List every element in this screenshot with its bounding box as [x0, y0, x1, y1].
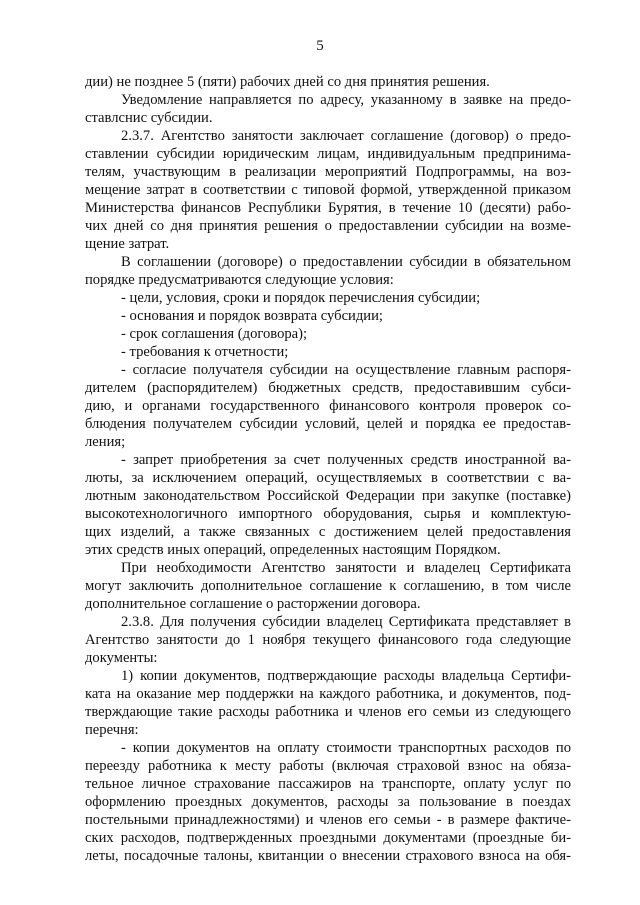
- text-line: оформлению проездных документов, расходы за пользование в поездах: [85, 794, 571, 810]
- text-line: перечня:: [85, 722, 139, 738]
- text-line: телям, участвующим в реализации мероприятий Подпрограммы, на воз-: [85, 164, 571, 180]
- text-line: дию, и органами государственного финансового контроля проверок со-: [85, 398, 571, 414]
- text-line: ских расходов, подтвержденных проездными документами (проездные би-: [85, 830, 571, 846]
- text-line: люты, за исключением операций, осуществляемых в соответствии с ва-: [85, 470, 571, 486]
- text-line: документы:: [85, 650, 158, 666]
- text-line: переезду работника к месту работы (включая страховой взнос на обяза-: [85, 758, 571, 774]
- document-body: [85, 73, 571, 865]
- text-line: тверждающие такие расходы работника и членов его семьи из следующего: [85, 704, 571, 720]
- text-line: 2.3.8. Для получения субсидии владелец Сертификата представляет в: [121, 614, 571, 630]
- text-line: Агентство занятости до 1 ноября текущего финансового года следующие: [85, 632, 571, 648]
- text-line: ления;: [85, 434, 126, 450]
- text-line: дителем (распорядителем) бюджетных средств, предоставившим субси-: [85, 380, 571, 396]
- text-line: этих средств иных операций, определенных настоящим Порядком.: [85, 542, 501, 558]
- text-line: мещение затрат в соответствии с типовой формой, утвержденной приказом: [85, 182, 571, 198]
- text-line: дии) не позднее 5 (пяти) рабочих дней со дня принятия решения.: [85, 74, 490, 90]
- text-line: - срок соглашения (договора);: [121, 326, 308, 342]
- text-line: лютным законодательством Российской Федерации при закупке (поставке): [85, 488, 571, 504]
- text-line: Уведомление направляется по адресу, указанному в заявке на предо-: [121, 92, 571, 108]
- text-line: чих дней со дня принятия решения о предоставлении субсидии на возме-: [85, 218, 571, 234]
- text-line: ставлении субсидии юридическим лицам, индивидуальным предпринима-: [85, 146, 571, 162]
- text-line: щение затрат.: [85, 236, 170, 252]
- text-line: - цели, условия, сроки и порядок перечисления субсидии;: [121, 290, 481, 306]
- text-line: - требования к отчетности;: [121, 344, 289, 360]
- text-line: ката на оказание мер поддержки на каждого работника, и документов, под-: [85, 686, 571, 702]
- text-line: - копии документов на оплату стоимости транспортных расходов по: [121, 740, 571, 756]
- text-line: При необходимости Агентство занятости и владелец Сертификата: [121, 560, 571, 576]
- text-line: Министерства финансов Республики Бурятия, в течение 10 (десяти) рабо-: [85, 200, 571, 216]
- text-line: постельными принадлежностями) и членов его семьи - в размере фактиче-: [85, 812, 571, 828]
- text-line: блюдения получателем субсидии условий, целей и порядка ее предостав-: [85, 416, 571, 432]
- text-line: В соглашении (договоре) о предоставлении субсидии в обязательном: [121, 254, 571, 270]
- text-line: - запрет приобретения за счет полученных средств иностранной ва-: [121, 452, 571, 468]
- text-line: 2.3.7. Агентство занятости заключает соглашение (договор) о предо-: [121, 128, 571, 144]
- text-line: щих изделий, а также связанных с достижением целей предоставления: [85, 524, 571, 540]
- page-number: 5: [316, 38, 324, 54]
- text-line: 1) копии документов, подтверждающие расходы владельца Сертифи-: [121, 668, 571, 684]
- text-line: могут заключить дополнительное соглашение к соглашению, в том числе: [85, 578, 571, 594]
- text-line: - согласие получателя субсидии на осуществление главным распоря-: [121, 362, 571, 378]
- text-line: - основания и порядок возврата субсидии;: [121, 308, 383, 324]
- text-line: ставлснис субсидии.: [85, 110, 213, 126]
- text-line: тельное личное страхование пассажиров на транспорте, оплату услуг по: [85, 776, 571, 792]
- text-line: леты, посадочные талоны, квитанции о внесении страхового взноса на обя-: [85, 848, 571, 864]
- text-line: дополнительное соглашение о расторжении договора.: [85, 596, 421, 612]
- text-line: порядке предусматриваются следующие условия:: [85, 272, 394, 288]
- text-line: высокотехнологичного импортного оборудования, сырья и комплектую-: [85, 506, 571, 522]
